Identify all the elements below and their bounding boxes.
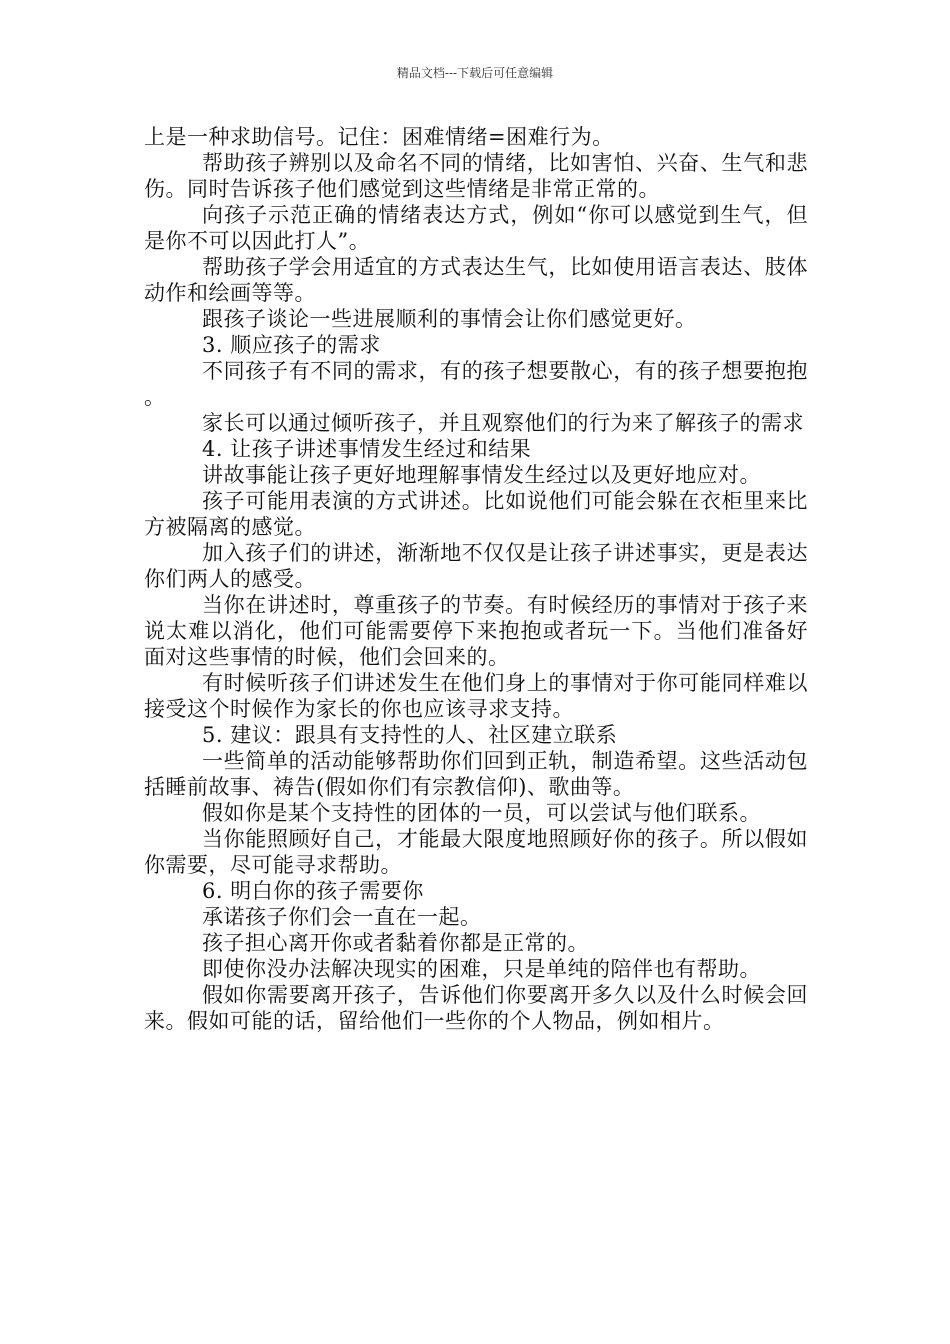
- section-heading: 3. 顺应孩子的需求: [202, 333, 381, 357]
- page-header: 精品文档---下载后可任意编辑: [396, 66, 554, 80]
- section-heading: 4. 让孩子讲述事情发生经过和结果: [202, 437, 532, 461]
- paragraph: 一些简单的活动能够帮助你们回到正轨，制造希望。这些活动包括睡前故事、祷告(假如你们有宗教信仰)、歌曲等。: [144, 749, 808, 799]
- document-body: [144, 124, 808, 1034]
- paragraph: 孩子担心离开你或者黏着你都是正常的。: [202, 931, 589, 955]
- section-heading: 5. 建议：跟具有支持性的人、社区建立联系: [202, 723, 618, 747]
- paragraph: 不同孩子有不同的需求，有的孩子想要散心，有的孩子想要抱抱 。: [144, 359, 808, 409]
- paragraph: 当你在讲述时，尊重孩子的节奏。有时候经历的事情对于孩子来说太难以消化，他们可能需要停下来抱抱或者玩一下。当他们准备好面对这些事情的时候，他们会回来的。: [144, 593, 808, 669]
- paragraph: 有时候听孩子们讲述发生在他们身上的事情对于你可能同样难以接受这个时候作为家长的你也应该寻求支持。: [144, 671, 808, 721]
- paragraph: 帮助孩子学会用适宜的方式表达生气，比如使用语言表达、肢体动作和绘画等等。: [144, 255, 808, 305]
- paragraph: 上是一种求助信号。记住：困难情绪=困难行为。: [144, 125, 614, 149]
- paragraph: 加入孩子们的讲述，渐渐地不仅仅是让孩子讲述事实，更是表达你们两人的感受。: [144, 541, 808, 591]
- paragraph: 当你能照顾好自己，才能最大限度地照顾好你的孩子。所以假如你需要，尽可能寻求帮助。: [144, 827, 808, 877]
- paragraph: 讲故事能让孩子更好地理解事情发生经过以及更好地应对。: [202, 463, 761, 487]
- paragraph: 承诺孩子你们会一直在一起。: [202, 905, 482, 929]
- paragraph: 假如你是某个支持性的团体的一员，可以尝试与他们联系。: [202, 801, 761, 825]
- paragraph: 家长可以通过倾听孩子，并且观察他们的行为来了解孩子的需求: [202, 411, 804, 435]
- paragraph: 孩子可能用表演的方式讲述。比如说他们可能会躲在衣柜里来比方被隔离的感觉。: [144, 489, 808, 539]
- section-heading: 6. 明白你的孩子需要你: [202, 879, 424, 903]
- paragraph: 跟孩子谈论一些进展顺利的事情会让你们感觉更好。: [202, 307, 697, 331]
- paragraph: 向孩子示范正确的情绪表达方式，例如“你可以感觉到生气，但是你不可以因此打人”。: [144, 203, 808, 253]
- paragraph: 帮助孩子辨别以及命名不同的情绪，比如害怕、兴奋、生气和悲伤。同时告诉孩子他们感觉到这些情绪是非常正常的。: [144, 151, 808, 201]
- paragraph: 假如你需要离开孩子，告诉他们你要离开多久以及什么时候会回来。假如可能的话，留给他们一些你的个人物品，例如相片。: [144, 983, 808, 1033]
- paragraph: 即使你没办法解决现实的困难，只是单纯的陪伴也有帮助。: [202, 957, 761, 981]
